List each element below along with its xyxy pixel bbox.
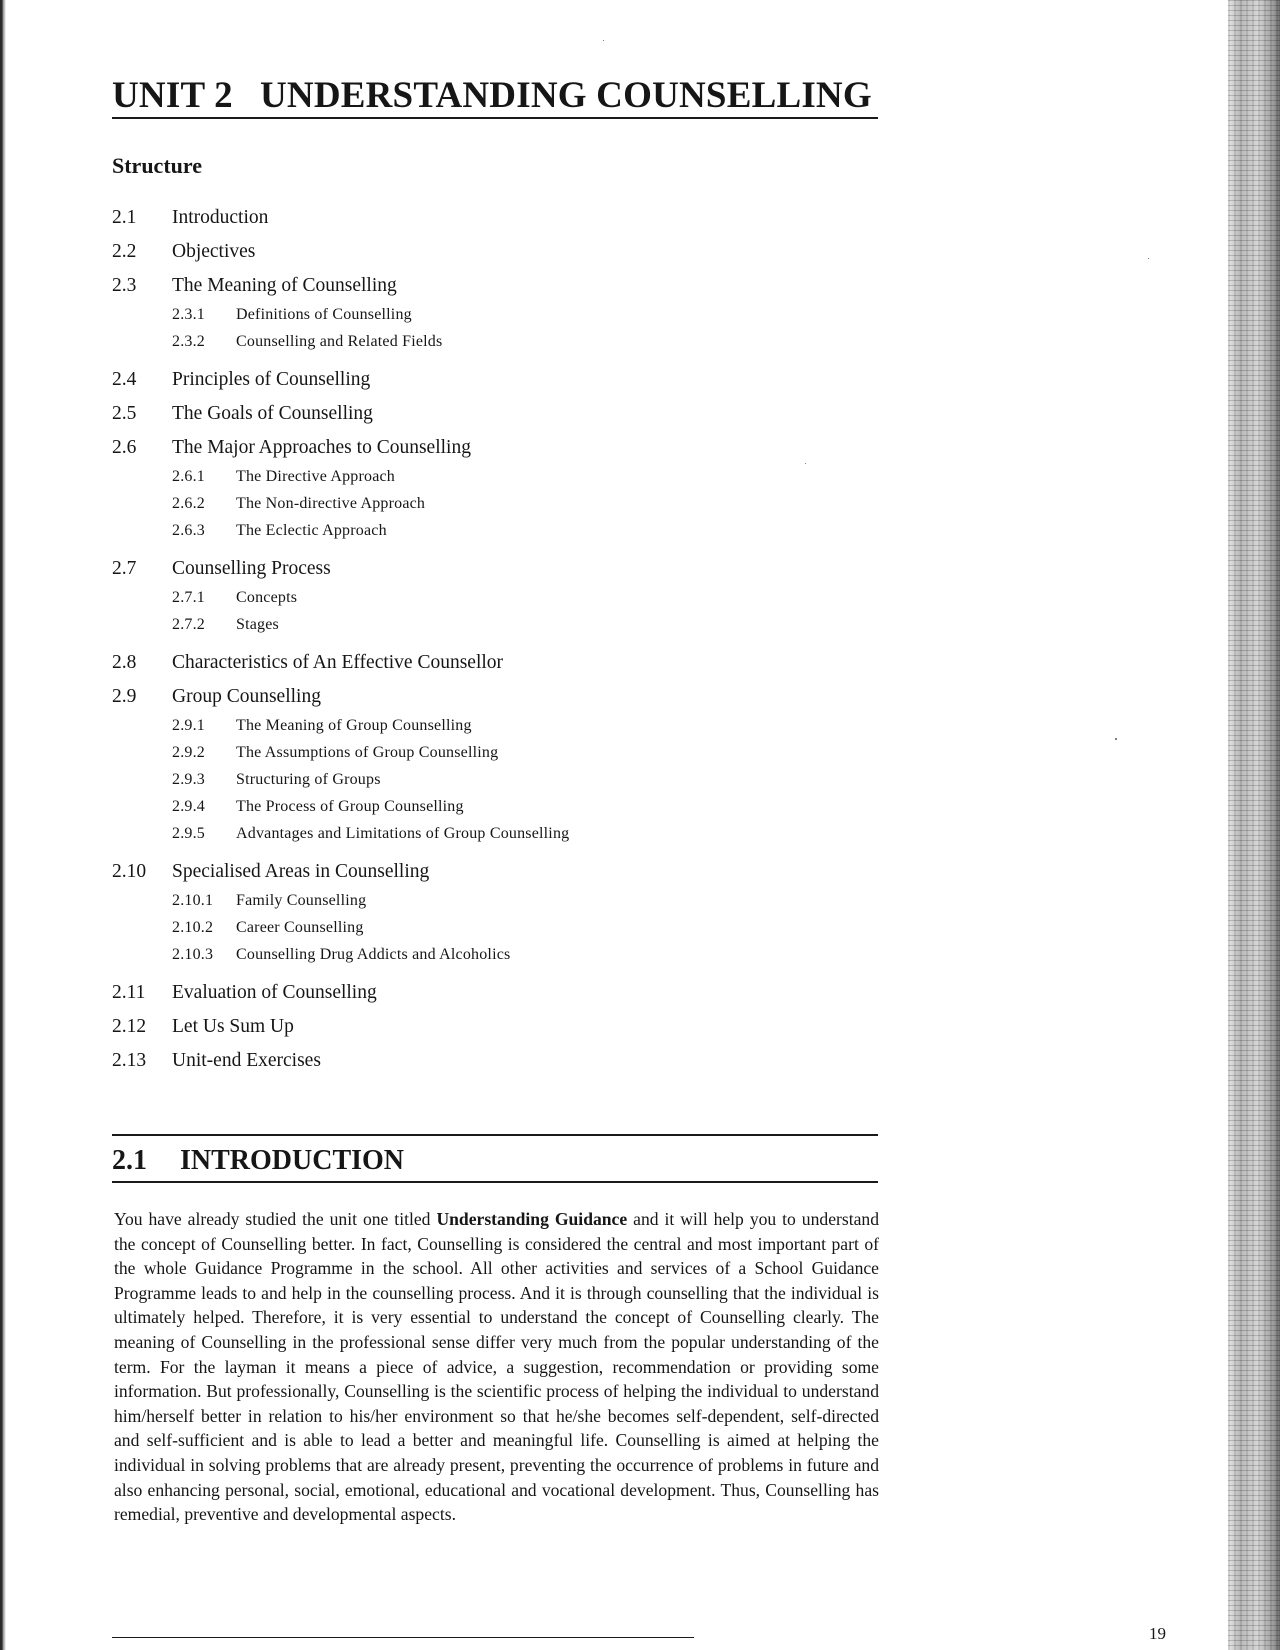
section-heading (112, 1144, 404, 1178)
toc-item-number: 2.3 (112, 275, 137, 296)
toc-item-label: The Meaning of Counselling (172, 275, 397, 296)
toc-subitem-number: 2.7.1 (172, 589, 205, 606)
toc-subitem (112, 494, 872, 521)
toc-item-label: Group Counselling (172, 686, 321, 707)
toc-item-label: Specialised Areas in Counselling (172, 861, 430, 882)
toc-item (112, 402, 872, 436)
toc-subitem-label: Counselling and Related Fields (236, 333, 443, 350)
title-rule (112, 117, 878, 119)
toc-subitem-number: 2.7.2 (172, 616, 205, 633)
toc-item (112, 274, 872, 305)
toc-subitem (112, 770, 872, 797)
toc-item (112, 1049, 872, 1083)
toc-item (112, 368, 872, 402)
intro-text-rest: and it will help you to understand the concept of Counselling better. In fact, Counselling is considered the central and most important part of the whole Guidance Programme in the school. All other activities and services of a School Guidance Programme leads to and help in the counselling process. And it is through counselling that the individual is ultimately helped. Therefore, it is very essential to understand the concept of Counselling clearly. The meaning of Counselling in the professional sense differ very much from the popular understanding of the term. For the layman it means a piece of advice, a suggestion, recommendation or providing some information. But professionally, Counselling is the scientific process of helping the individual to understand him/herself better in relation to his/her environment so that he/she becomes self-dependent, self-directed and self-sufficient and is able to lead a better and meaningful life. Counselling is aimed at helping the individual in solving problems that are already present, preventing the occurrence of problems in future and also enhancing personal, social, emotional, educational and vocational development. Thus, Counselling has remedial, preventive and developmental aspects. (114, 1209, 880, 1525)
toc-subitem-label: Definitions of Counselling (236, 306, 412, 323)
toc-item-number: 2.7 (112, 558, 137, 579)
scan-speck (1115, 738, 1117, 740)
toc-subitem-label: The Non-directive Approach (236, 495, 426, 512)
toc-item-number: 2.13 (112, 1050, 147, 1071)
toc-subitem-number: 2.9.5 (172, 825, 205, 842)
toc-item-number: 2.11 (112, 982, 146, 1003)
intro-text-start: You have already studied the unit one titled (114, 1209, 437, 1229)
section-top-rule (112, 1134, 878, 1136)
scan-speck (805, 463, 806, 464)
toc-item-number: 2.1 (112, 207, 137, 228)
page-number: 19 (1149, 1624, 1166, 1643)
table-of-contents (112, 206, 872, 1083)
scan-speck (1148, 258, 1149, 259)
toc-subitem (112, 332, 872, 368)
toc-subitem-label: The Meaning of Group Counselling (236, 717, 472, 734)
toc-item (112, 240, 872, 274)
toc-item-label: Introduction (172, 207, 269, 228)
toc-item-label: Objectives (172, 241, 256, 262)
toc-subitem-label: Counselling Drug Addicts and Alcoholics (236, 946, 511, 963)
toc-item (112, 1015, 872, 1049)
toc-subitem (112, 467, 872, 494)
toc-subitem-label: Advantages and Limitations of Group Counselling (236, 825, 570, 842)
section-number: 2.1 (112, 1145, 147, 1176)
toc-item-label: The Goals of Counselling (172, 403, 373, 424)
toc-subitem-number: 2.10.2 (172, 919, 214, 936)
toc-item-number: 2.10 (112, 861, 147, 882)
section-bottom-rule (112, 1181, 878, 1183)
toc-item (112, 206, 872, 240)
toc-subitem (112, 945, 872, 981)
toc-subitem (112, 716, 872, 743)
footer-rule (112, 1637, 694, 1638)
intro-paragraph (114, 1207, 879, 1527)
toc-subitem (112, 797, 872, 824)
toc-subitem-label: Concepts (236, 589, 298, 606)
unit-title (112, 74, 872, 118)
toc-subitem-label: The Eclectic Approach (236, 522, 387, 539)
toc-subitem (112, 305, 872, 332)
toc-subitem-number: 2.6.1 (172, 468, 205, 485)
toc-subitem-number: 2.9.2 (172, 744, 205, 761)
toc-subitem (112, 918, 872, 945)
toc-subitem-label: Stages (236, 616, 279, 633)
toc-subitem-label: Structuring of Groups (236, 771, 381, 788)
scan-left-edge (0, 0, 6, 1650)
scan-speck (603, 40, 604, 41)
toc-subitem-label: Family Counselling (236, 892, 367, 909)
toc-subitem (112, 588, 872, 615)
toc-item (112, 557, 872, 588)
toc-subitem-number: 2.9.3 (172, 771, 205, 788)
toc-item-label: Evaluation of Counselling (172, 982, 377, 1003)
toc-item-label: The Major Approaches to Counselling (172, 437, 471, 458)
toc-subitem-label: Career Counselling (236, 919, 364, 936)
toc-subitem-number: 2.10.3 (172, 946, 214, 963)
toc-subitem-number: 2.6.3 (172, 522, 205, 539)
toc-subitem-label: The Directive Approach (236, 468, 396, 485)
toc-item (112, 981, 872, 1015)
section-title: INTRODUCTION (180, 1145, 405, 1176)
toc-item (112, 436, 872, 467)
toc-subitem (112, 824, 872, 860)
unit-title-text: UNDERSTANDING COUNSELLING (260, 75, 872, 116)
toc-item-number: 2.5 (112, 403, 137, 424)
toc-item-label: Characteristics of An Effective Counsellor (172, 652, 504, 673)
toc-subitem-label: The Assumptions of Group Counselling (236, 744, 499, 761)
toc-subitem-number: 2.10.1 (172, 892, 214, 909)
toc-item-number: 2.2 (112, 241, 137, 262)
toc-subitem (112, 615, 872, 651)
toc-subitem-label: The Process of Group Counselling (236, 798, 464, 815)
toc-subitem (112, 743, 872, 770)
toc-item (112, 685, 872, 716)
toc-subitem (112, 891, 872, 918)
toc-subitem (112, 521, 872, 557)
toc-item-label: Unit-end Exercises (172, 1050, 321, 1071)
toc-item-number: 2.8 (112, 652, 137, 673)
toc-item-number: 2.6 (112, 437, 137, 458)
structure-heading: Structure (112, 153, 203, 178)
intro-bold-reference: Understanding Guidance (436, 1209, 628, 1229)
scan-binding-edge (1228, 0, 1280, 1650)
toc-item-label: Counselling Process (172, 558, 331, 579)
toc-item-number: 2.12 (112, 1016, 147, 1037)
toc-item-label: Principles of Counselling (172, 369, 371, 390)
toc-item-number: 2.9 (112, 686, 137, 707)
toc-subitem-number: 2.6.2 (172, 495, 205, 512)
unit-number: UNIT 2 (112, 75, 233, 116)
toc-subitem-number: 2.9.4 (172, 798, 205, 815)
toc-item (112, 860, 872, 891)
toc-subitem-number: 2.3.2 (172, 333, 205, 350)
toc-item-label: Let Us Sum Up (172, 1016, 294, 1037)
toc-subitem-number: 2.9.1 (172, 717, 205, 734)
toc-item-number: 2.4 (112, 369, 137, 390)
toc-item (112, 651, 872, 685)
toc-subitem-number: 2.3.1 (172, 306, 205, 323)
